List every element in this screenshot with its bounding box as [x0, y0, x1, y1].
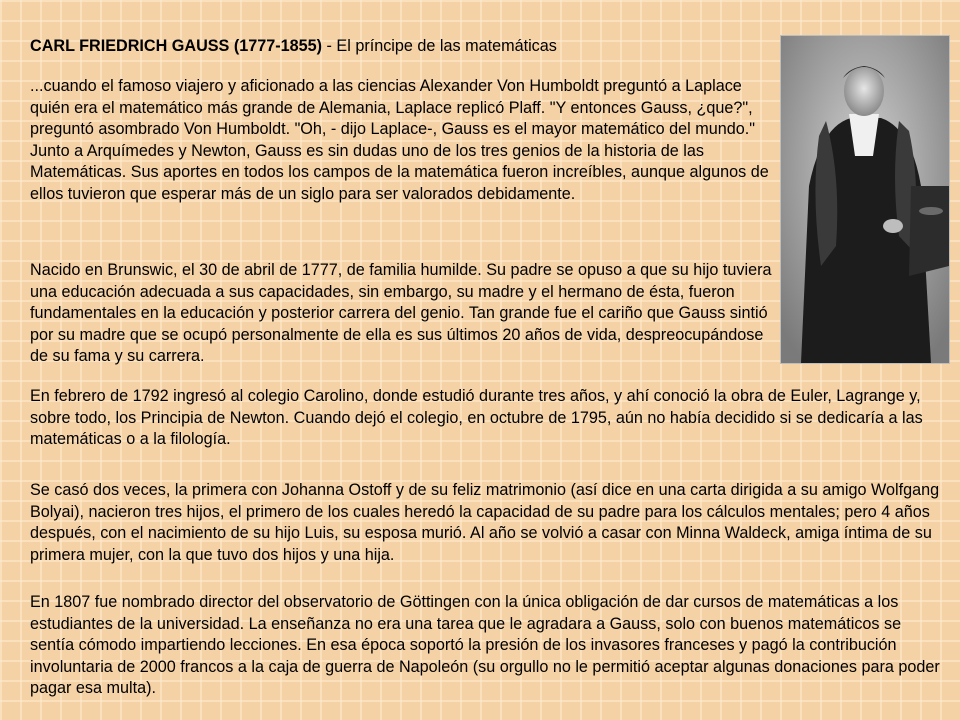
paragraph-marriages: Se casó dos veces, la primera con Johanna Ostoff y de su feliz matrimonio (así dice en una carta dirigida a su amigo Wolfgang Bolyai), nacieron tres hijos, el primero de los cuales heredó la capacidad de su padre para los cálculos mentales; pero 4 años después, con el nacimiento de su hijo Luis, su esposa murió. Al año se volvió a casar con Minna Waldeck, amiga íntima de su primera mujer, con la que tuvo dos hijos y una hija. — [30, 481, 940, 564]
title-subtitle: - El príncipe de las matemáticas — [322, 37, 557, 55]
title-bold: CARL FRIEDRICH GAUSS (1777-1855) — [30, 37, 323, 55]
paragraph-carolino: En febrero de 1792 ingresó al colegio Carolino, donde estudió durante tres años, y ahí conoció la obra de Euler, Lagrange y, sobre todo, los Principia de Newton. Cuando dejó el colegio, en octubre de 1795, aún no había decidido si se dedicaría a las matemáticas o a la filología. — [30, 387, 923, 449]
gauss-portrait-image — [780, 35, 950, 364]
paragraph-birth: Nacido en Brunswic, el 30 de abril de 1777, de familia humilde. Su padre se opuso a que su hijo tuviera una educación adecuada a sus capacidades, sin embargo, su madre y el hermano de ésta, fueron fundamentales en la educación y posterior carrera del genio. Tan grande fue el cariño que Gauss sintió por su madre que se ocupó personalmente de ella es sus últimos 20 años de vida, despreocupándose de su fama y su carrera. — [30, 261, 772, 366]
portrait-drawing — [781, 36, 949, 363]
paragraph-humboldt-anecdote: ...cuando el famoso viajero y aficionado a las ciencias Alexander Von Humboldt preguntó a Laplace quién era el matemático más grande de Alemania, Laplace replicó Plaff. "Y entonces Gauss, ¿que?", preguntó asombrado Von Humboldt. "Oh, - dijo Laplace-, Gauss es el mayor matemático del mundo." Junto a Arquímedes y Newton, Gauss es sin dudas uno de los tres genios de la historia de las Matemáticas. Sus aportes en todos los campos de la matemática fueron increíbles, aunque algunos de ellos tuvieron que esperar más de un siglo para ser valorados debidamente. — [30, 77, 769, 203]
paragraph-gottingen: En 1807 fue nombrado director del observatorio de Göttingen con la única obligación de dar cursos de matemáticas a los estudiantes de la universidad. La enseñanza no era una tarea que le agradara a Gauss, solo con buenos matemáticos se sentía cómodo impartiendo lecciones. En esa época soportó la presión de los invasores franceses y pagó la contribución involuntaria de 2000 francos a la caja de guerra de Napoleón (su orgullo no le permitió aceptar algunas donaciones para poder pagar esa multa). — [30, 593, 940, 698]
page-title — [30, 36, 557, 58]
